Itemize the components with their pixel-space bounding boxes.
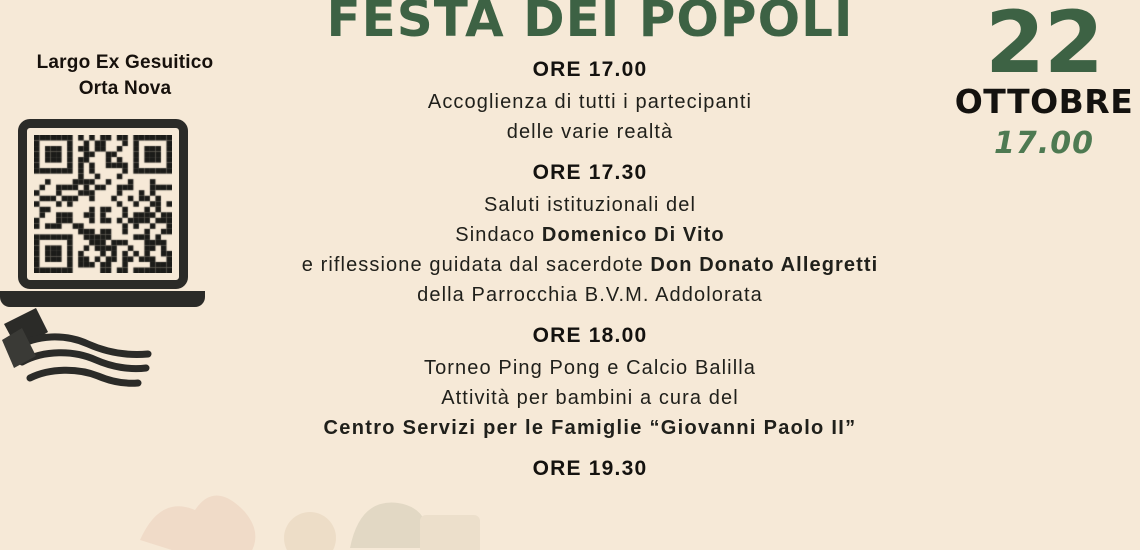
hand-icon <box>0 304 196 409</box>
program-blocks <box>240 58 940 481</box>
qr-code-icon[interactable] <box>34 135 172 273</box>
program-line: Attività per bambini a cura del <box>441 387 739 409</box>
program-column <box>240 0 940 486</box>
venue-column <box>0 50 250 409</box>
program-block <box>240 324 940 443</box>
venue-address <box>0 50 250 101</box>
program-time: ORE 18.00 <box>532 324 648 347</box>
program-block <box>240 161 940 310</box>
program-line-highlight: Domenico Di Vito <box>541 224 725 246</box>
program-line-highlight: Don Donato Allegretti <box>650 254 879 276</box>
program-line: Sindaco Domenico Di Vito <box>455 224 725 246</box>
program-line: delle varie realtà <box>506 121 674 143</box>
date-day: 22 <box>985 0 1103 93</box>
program-time: ORE 17.00 <box>532 58 648 81</box>
qr-illustration <box>0 119 250 409</box>
program-line: della Parrocchia B.V.M. Addolorata <box>417 284 763 306</box>
program-time: ORE 19.30 <box>532 457 648 480</box>
venue-line-2: Orta Nova <box>78 77 172 99</box>
program-line: Accoglienza di tutti i partecipanti <box>427 91 753 113</box>
date-month: OTTOBRE <box>954 82 1134 121</box>
program-time: ORE 17.30 <box>532 161 648 184</box>
page-title: FESTA DEI POPOLI <box>326 0 854 48</box>
date-column <box>954 0 1134 161</box>
program-line: Centro Servizi per le Famiglie “Giovanni Paolo II” <box>323 417 857 439</box>
program-line: Torneo Ping Pong e Calcio Balilla <box>423 357 757 379</box>
date-hour: 17.00 <box>994 126 1094 162</box>
venue-line-1: Largo Ex Gesuitico <box>36 52 214 73</box>
program-block <box>240 58 940 147</box>
program-line: e riflessione guidata dal sacerdote Don Donato Allegretti <box>301 254 879 276</box>
program-line: Saluti istituzionali del <box>483 194 697 216</box>
program-block <box>240 457 940 481</box>
